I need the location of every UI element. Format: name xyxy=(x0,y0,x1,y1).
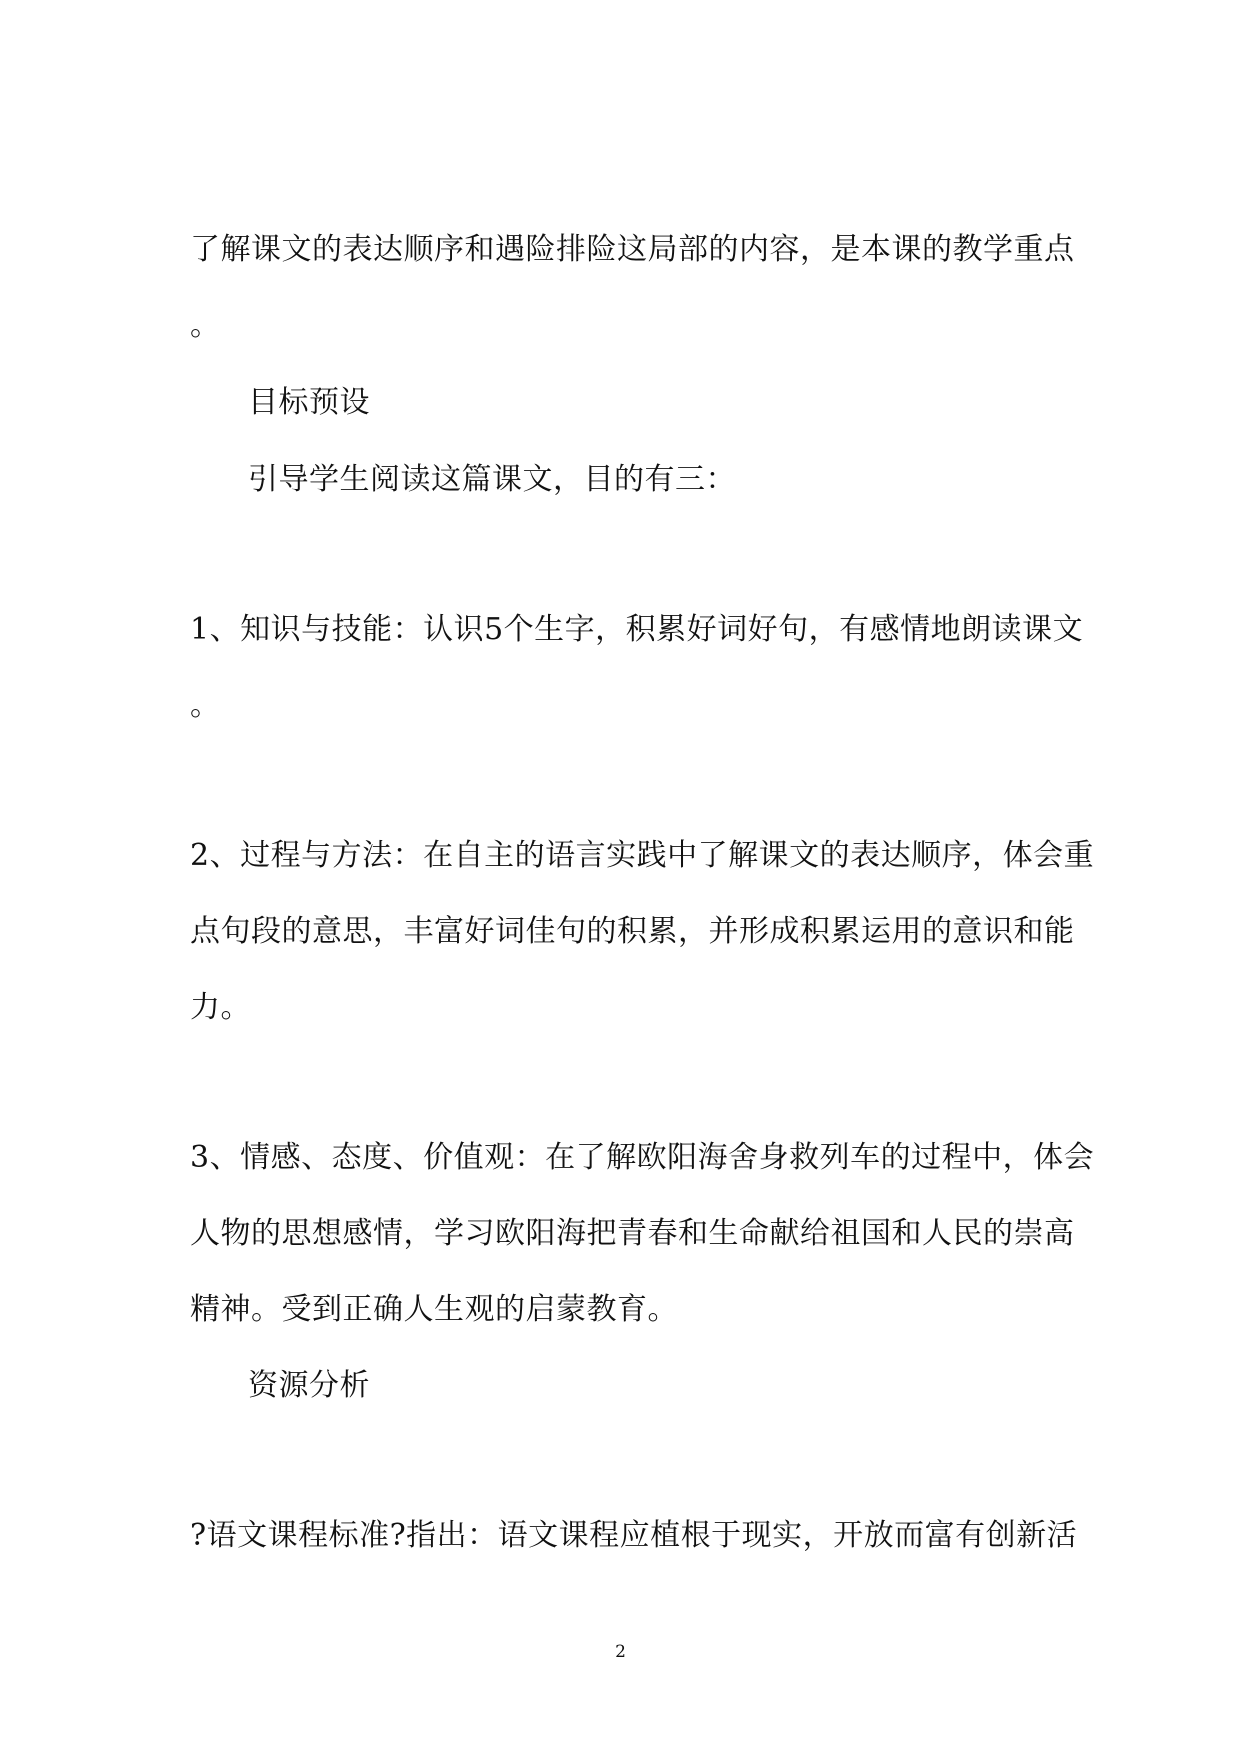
text-line: 1、知识与技能：认识5个生字，积累好词好句，有感情地朗读课文 xyxy=(190,612,1084,647)
text-line: 了解课文的表达顺序和遇险排险这局部的内容，是本课的教学重点 xyxy=(190,232,1075,267)
text-line: 引导学生阅读这篇课文，目的有三： xyxy=(248,462,736,497)
text-line: 2、过程与方法：在自主的语言实践中了解课文的表达顺序，体会重 xyxy=(190,838,1095,873)
text-line: 点句段的意思，丰富好词佳句的积累，并形成积累运用的意识和能 xyxy=(190,914,1075,949)
section-heading: 资源分析 xyxy=(248,1368,370,1403)
text-line: 。 xyxy=(190,308,221,343)
text-line: 精神。受到正确人生观的启蒙教育。 xyxy=(190,1292,678,1327)
text-line: 力。 xyxy=(190,990,251,1025)
page-number: 2 xyxy=(615,1642,626,1662)
text-line: 。 xyxy=(190,688,221,723)
text-line: 3、情感、态度、价值观：在了解欧阳海舍身救列车的过程中，体会 xyxy=(190,1140,1095,1175)
text-line: ?语文课程标准?指出：语文课程应植根于现实，开放而富有创新活 xyxy=(190,1518,1078,1553)
section-heading: 目标预设 xyxy=(248,385,370,420)
text-line: 人物的思想感情，学习欧阳海把青春和生命献给祖国和人民的崇高 xyxy=(190,1216,1075,1251)
